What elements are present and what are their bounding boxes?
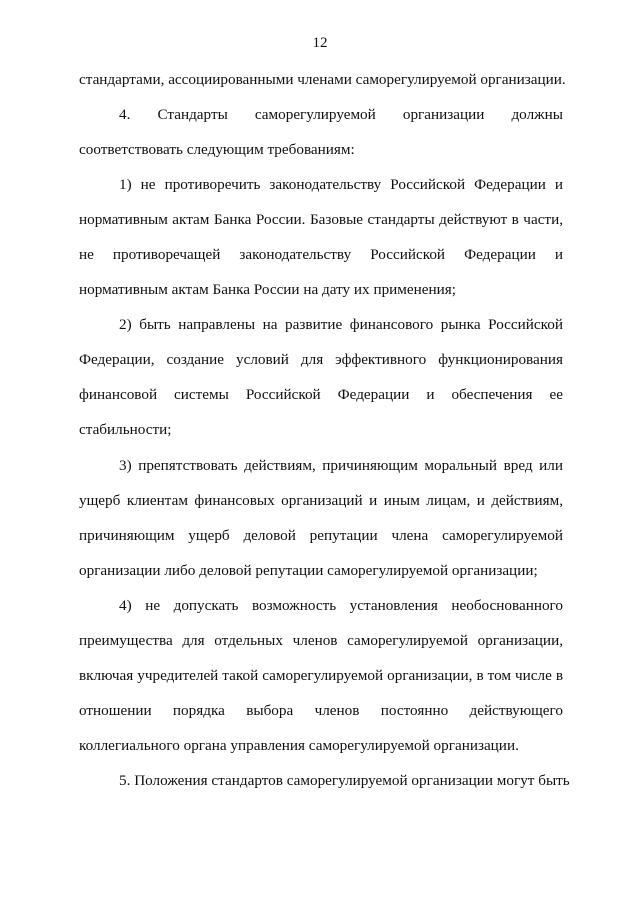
text-line: ущерб клиентам финансовых организаций и иным лицам, и действиям, xyxy=(79,491,563,509)
text-line: преимущества для отдельных членов саморегулируемой организации, xyxy=(79,631,563,649)
text-line: 4) не допускать возможность установления необоснованного xyxy=(119,596,563,614)
text-line: не противоречащей законодательству Российской Федерации и xyxy=(79,246,563,264)
text-line: организации либо деловой репутации саморегулируемой организации; xyxy=(79,561,538,579)
text-line: 5. Положения стандартов саморегулируемой организации могут быть xyxy=(119,771,570,789)
document-body xyxy=(79,66,570,802)
text-line: Федерации, создание условий для эффективного функционирования xyxy=(79,351,563,369)
page-number: 12 xyxy=(312,35,328,51)
text-line: 1) не противоречить законодательству Российской Федерации и xyxy=(119,176,563,194)
text-line: коллегиального органа управления саморегулируемой организации. xyxy=(79,736,519,754)
text-line: соответствовать следующим требованиям: xyxy=(79,141,355,159)
text-line: нормативным актам Банка России. Базовые стандарты действуют в части, xyxy=(79,211,563,229)
text-line: стабильности; xyxy=(79,421,172,439)
text-line: финансовой системы Российской Федерации и обеспечения ее xyxy=(79,386,563,404)
text-line: стандартами, ассоциированными членами саморегулируемой организации. xyxy=(79,71,566,88)
text-line: 4. Стандарты саморегулируемой организации должны xyxy=(119,106,563,124)
text-line: включая учредителей такой саморегулируемой организации, в том числе в xyxy=(79,666,563,684)
text-line: причиняющим ущерб деловой репутации члена саморегулируемой xyxy=(79,526,563,544)
text-line: 3) препятствовать действиям, причиняющим моральный вред или xyxy=(119,456,563,474)
text-line: нормативным актам Банка России на дату их применения; xyxy=(79,281,456,299)
text-line: отношении порядка выбора членов постоянно действующего xyxy=(79,701,563,719)
text-line: 2) быть направлены на развитие финансового рынка Российской xyxy=(119,316,563,334)
